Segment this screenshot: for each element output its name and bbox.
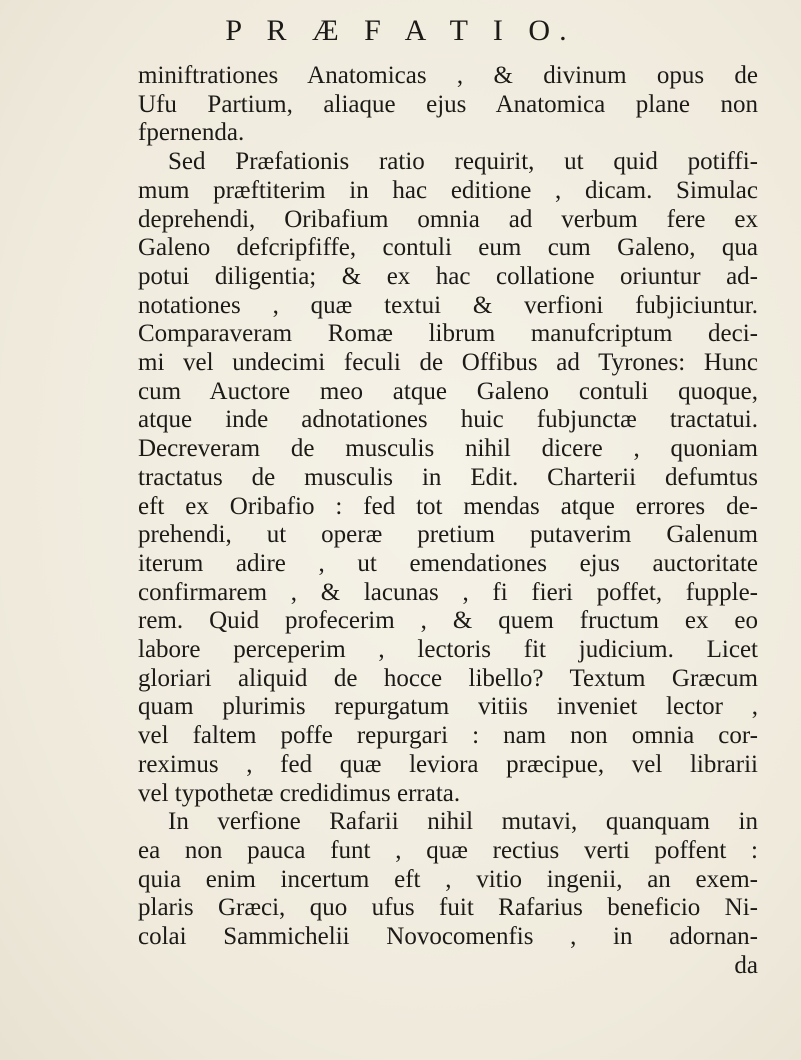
text-line: cum Auctore meo atque Galeno contuli quoque, [138,377,758,405]
text-line: vel typothetæ credidimus errata. [138,779,461,807]
text-line: reximus , fed quæ leviora præcipue, vel librarii [138,750,758,778]
text-line: prehendi, ut operæ pretium putaverim Galenum [138,521,758,549]
text-line: eft ex Oribafio : fed tot mendas atque errores de- [138,492,758,520]
text-line: gloriari aliquid de hocce libello? Textum Græcum [138,664,758,692]
text-line: labore perceperim , lectoris fit judicium. Licet [138,636,758,664]
text-line: Galeno defcripfiffe, contuli eum cum Galeno, qua [138,234,758,262]
catchword: da [734,951,758,979]
text-line: ea non pauca funt , quæ rectius verti poffent : [138,836,758,864]
text-line: fpernenda. [138,119,245,147]
text-line: colai Sammichelii Novocomenfis , in adornan- [138,923,758,951]
text-line: plaris Græci, quo ufus fuit Rafarius beneficio Ni- [138,894,758,922]
body-text [138,62,758,981]
text-line: mi vel undecimi feculi de Offibus ad Tyrones: Hunc [138,349,758,377]
text-line: deprehendi, Oribafium omnia ad verbum fere ex [138,205,758,233]
text-line: In verfione Rafarii nihil mutavi, quanquam in [168,808,758,836]
text-line: Ufu Partium, aliaque ejus Anatomica plane non [138,90,758,118]
text-line: quia enim incertum eft , vitio ingenii, an exem- [138,865,758,893]
text-line: vel faltem poffe repurgari : nam non omnia cor- [138,722,758,750]
page-header: P R Æ F A T I O. [225,14,576,47]
text-line: tractatus de musculis in Edit. Charterii defumtus [138,463,758,491]
text-line: Comparaveram Romæ librum manufcriptum deci- [138,320,758,348]
text-line: iterum adire , ut emendationes ejus auctoritate [138,549,758,577]
text-line: mum præftiterim in hac editione , dicam. Simulac [138,176,758,204]
text-line: miniftrationes Anatomicas , & divinum opus de [138,62,758,89]
text-line: quam plurimis repurgatum vitiis inveniet lector , [138,693,758,721]
text-line: confirmarem , & lacunas , fi fieri poffet, fupple- [138,578,758,606]
text-line: atque inde adnotationes huic fubjunctæ tractatui. [138,406,758,434]
text-line: notationes , quæ textui & verfioni fubjiciuntur. [138,291,758,319]
text-line: potui diligentia; & ex hac collatione oriuntur ad- [138,262,758,290]
text-line: Sed Præfationis ratio requirit, ut quid potiffi- [168,148,758,176]
text-line: rem. Quid profecerim , & quem fructum ex eo [138,607,758,635]
text-line: Decreveram de musculis nihil dicere , quoniam [138,435,758,463]
